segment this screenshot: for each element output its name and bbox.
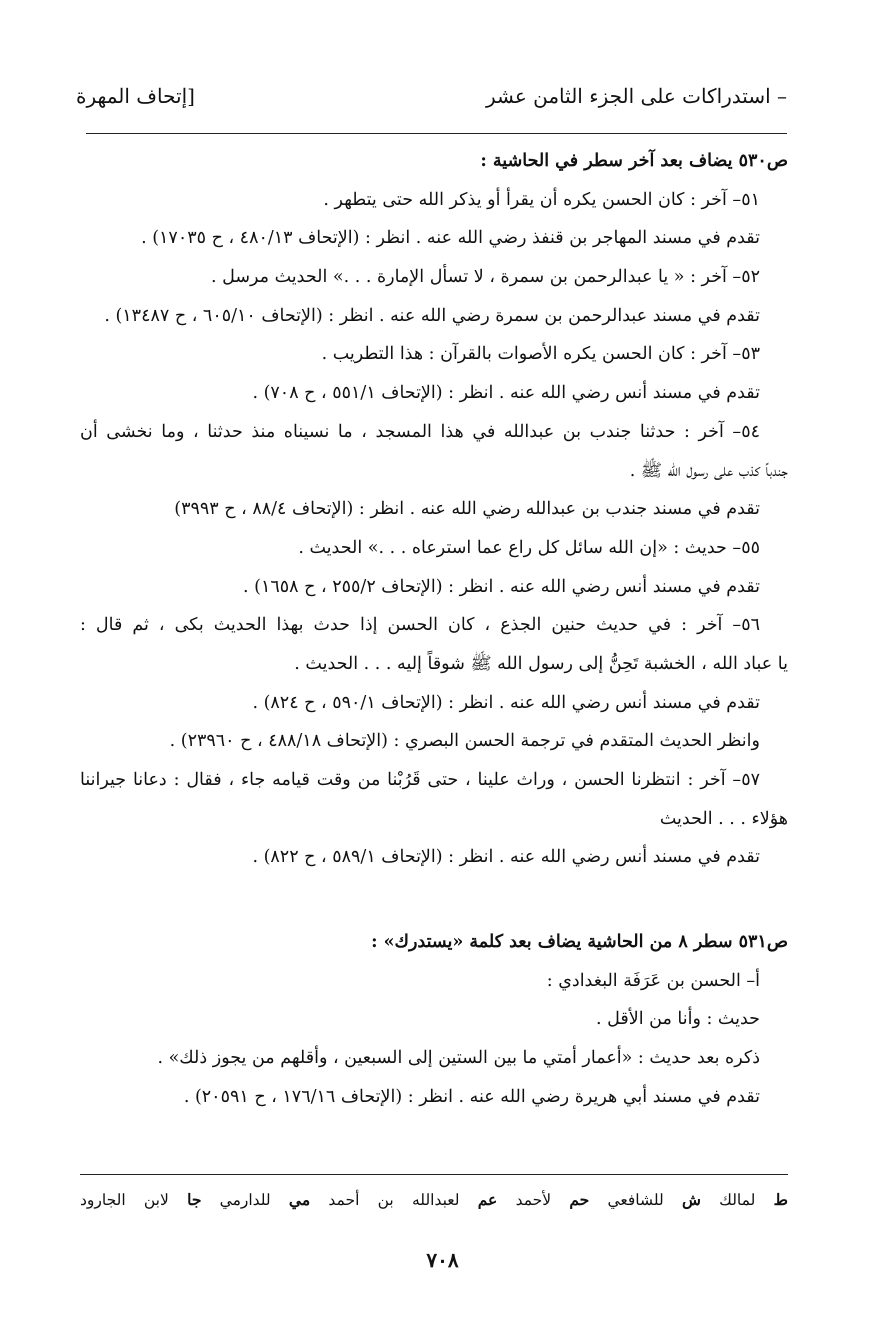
entry-line: ٥٢– آخر : « يا عبدالرحمن بن سمرة ، لا تسأل الإمارة . . .» الحديث مرسل . bbox=[210, 267, 760, 288]
footer-abbr: ط bbox=[773, 1190, 788, 1209]
reference-line: تقدم في مسند أنس رضي الله عنه . انظر : (الإتحاف ٥٥١/١ ، ح ٧٠٨) . bbox=[252, 383, 760, 404]
reference-line: تقدم في مسند أنس رضي الله عنه . انظر : (الإتحاف ٢٥٥/٢ ، ح ١٦٥٨) . bbox=[243, 576, 760, 597]
section-page-531 bbox=[80, 923, 788, 1116]
reference-line: تقدم في مسند أنس رضي الله عنه . انظر : (الإتحاف ٥٩٠/١ ، ح ٨٢٤) . bbox=[252, 692, 760, 713]
section-page-530 bbox=[80, 142, 788, 877]
header-rule bbox=[86, 133, 787, 134]
abbreviations-footer bbox=[80, 1190, 788, 1209]
footer-text: للدارمي bbox=[219, 1191, 271, 1209]
entry-line: أ– الحسن بن عَرَفَة البغدادي : bbox=[546, 970, 760, 991]
entry-continuation-line: يا عباد الله ، الخشبة تَحِنُّ إلى رسول الله ﷺ شوقاً إليه . . . الحديث . bbox=[294, 653, 788, 674]
footer-item bbox=[719, 1191, 788, 1209]
entry-line: ٥٧– آخر : انتظرنا الحسن ، وراث علينا ، حتى قَرُبْنا من وقت قيامه جاء ، فقال : دعانا جيراننا bbox=[80, 770, 760, 790]
footer-text: لعبدالله بن أحمد bbox=[328, 1191, 460, 1209]
reference-line: تقدم في مسند المهاجر بن قنفذ رضي الله عنه . انظر : (الإتحاف ٤٨٠/١٣ ، ح ١٧٠٣٥) . bbox=[141, 228, 760, 249]
section-heading: ص٥٣١ سطر ٨ من الحاشية يضاف بعد كلمة «يستدرك» : bbox=[371, 932, 788, 952]
footer-text: لأحمد bbox=[515, 1191, 552, 1209]
entry-continuation-line: هؤلاء . . . الحديث bbox=[659, 808, 788, 829]
footer-abbr: مي bbox=[288, 1190, 311, 1209]
footer-abbr: عم bbox=[477, 1190, 498, 1209]
footer-rule bbox=[80, 1174, 788, 1175]
footer-item bbox=[516, 1191, 590, 1209]
entry-line: ذكره بعد حديث : «أعمار أمتي ما بين الستين إلى السبعين ، وأقلهم من يجوز ذلك» . bbox=[157, 1048, 760, 1069]
footer-abbr: جا bbox=[187, 1190, 202, 1209]
entry-line: ٥١– آخر : كان الحسن يكره أن يقرأ أو يذكر الله حتى يتطهر . bbox=[323, 189, 760, 210]
footer-abbr: حم bbox=[569, 1190, 590, 1209]
reference-line: تقدم في مسند أبي هريرة رضي الله عنه . انظر : (الإتحاف ١٧٦/١٦ ، ح ٢٠٥٩١) . bbox=[183, 1086, 760, 1107]
running-header-book: [إتحاف المهرة bbox=[76, 84, 195, 108]
running-header-title: – استدراكات على الجزء الثامن عشر bbox=[485, 84, 787, 108]
footer-item bbox=[80, 1191, 201, 1209]
reference-line: وانظر الحديث المتقدم في ترجمة الحسن البصري : (الإتحاف ٤٨٨/١٨ ، ح ٢٣٩٦٠) . bbox=[169, 731, 760, 752]
footer-item bbox=[608, 1191, 701, 1209]
footer-item bbox=[220, 1191, 311, 1209]
entry-line: ٥٣– آخر : كان الحسن يكره الأصوات بالقرآن : هذا التطريب . bbox=[321, 344, 760, 365]
reference-line: تقدم في مسند جندب بن عبدالله رضي الله عنه . انظر : (الإتحاف ٨٨/٤ ، ح ٣٩٩٣) bbox=[174, 499, 760, 520]
entry-line: ٥٥– حديث : «إن الله سائل كل راع عما استرعاه . . .» الحديث . bbox=[298, 537, 760, 558]
entry-line: حديث : وأنا من الأقل . bbox=[595, 1009, 760, 1030]
footer-text: لمالك bbox=[719, 1191, 756, 1209]
entry-continuation-line: جندباً كذب على رسول الله ﷺ . bbox=[629, 460, 788, 481]
entry-line: ٥٤– آخر : حدثنا جندب بن عبدالله في هذا المسجد ، ما نسيناه منذ حدثنا ، وما نخشى أن bbox=[80, 421, 760, 442]
footer-abbr: ش bbox=[681, 1190, 701, 1209]
footer-text: للشافعي bbox=[607, 1191, 664, 1209]
footer-text: لابن الجارود bbox=[80, 1191, 169, 1209]
section-heading: ص٥٣٠ يضاف بعد آخر سطر في الحاشية : bbox=[480, 151, 788, 171]
reference-line: تقدم في مسند عبدالرحمن بن سمرة رضي الله عنه . انظر : (الإتحاف ٦٠٥/١٠ ، ح ١٣٤٨٧) . bbox=[104, 305, 760, 326]
reference-line: تقدم في مسند أنس رضي الله عنه . انظر : (الإتحاف ٥٨٩/١ ، ح ٨٢٢) . bbox=[252, 847, 760, 868]
entry-line: ٥٦– آخر : في حديث حنين الجذع ، كان الحسن إذا حدث بهذا الحديث بكى ، ثم قال : bbox=[80, 615, 760, 636]
page-number: ٧٠٨ bbox=[426, 1248, 459, 1272]
footer-item bbox=[328, 1191, 497, 1209]
